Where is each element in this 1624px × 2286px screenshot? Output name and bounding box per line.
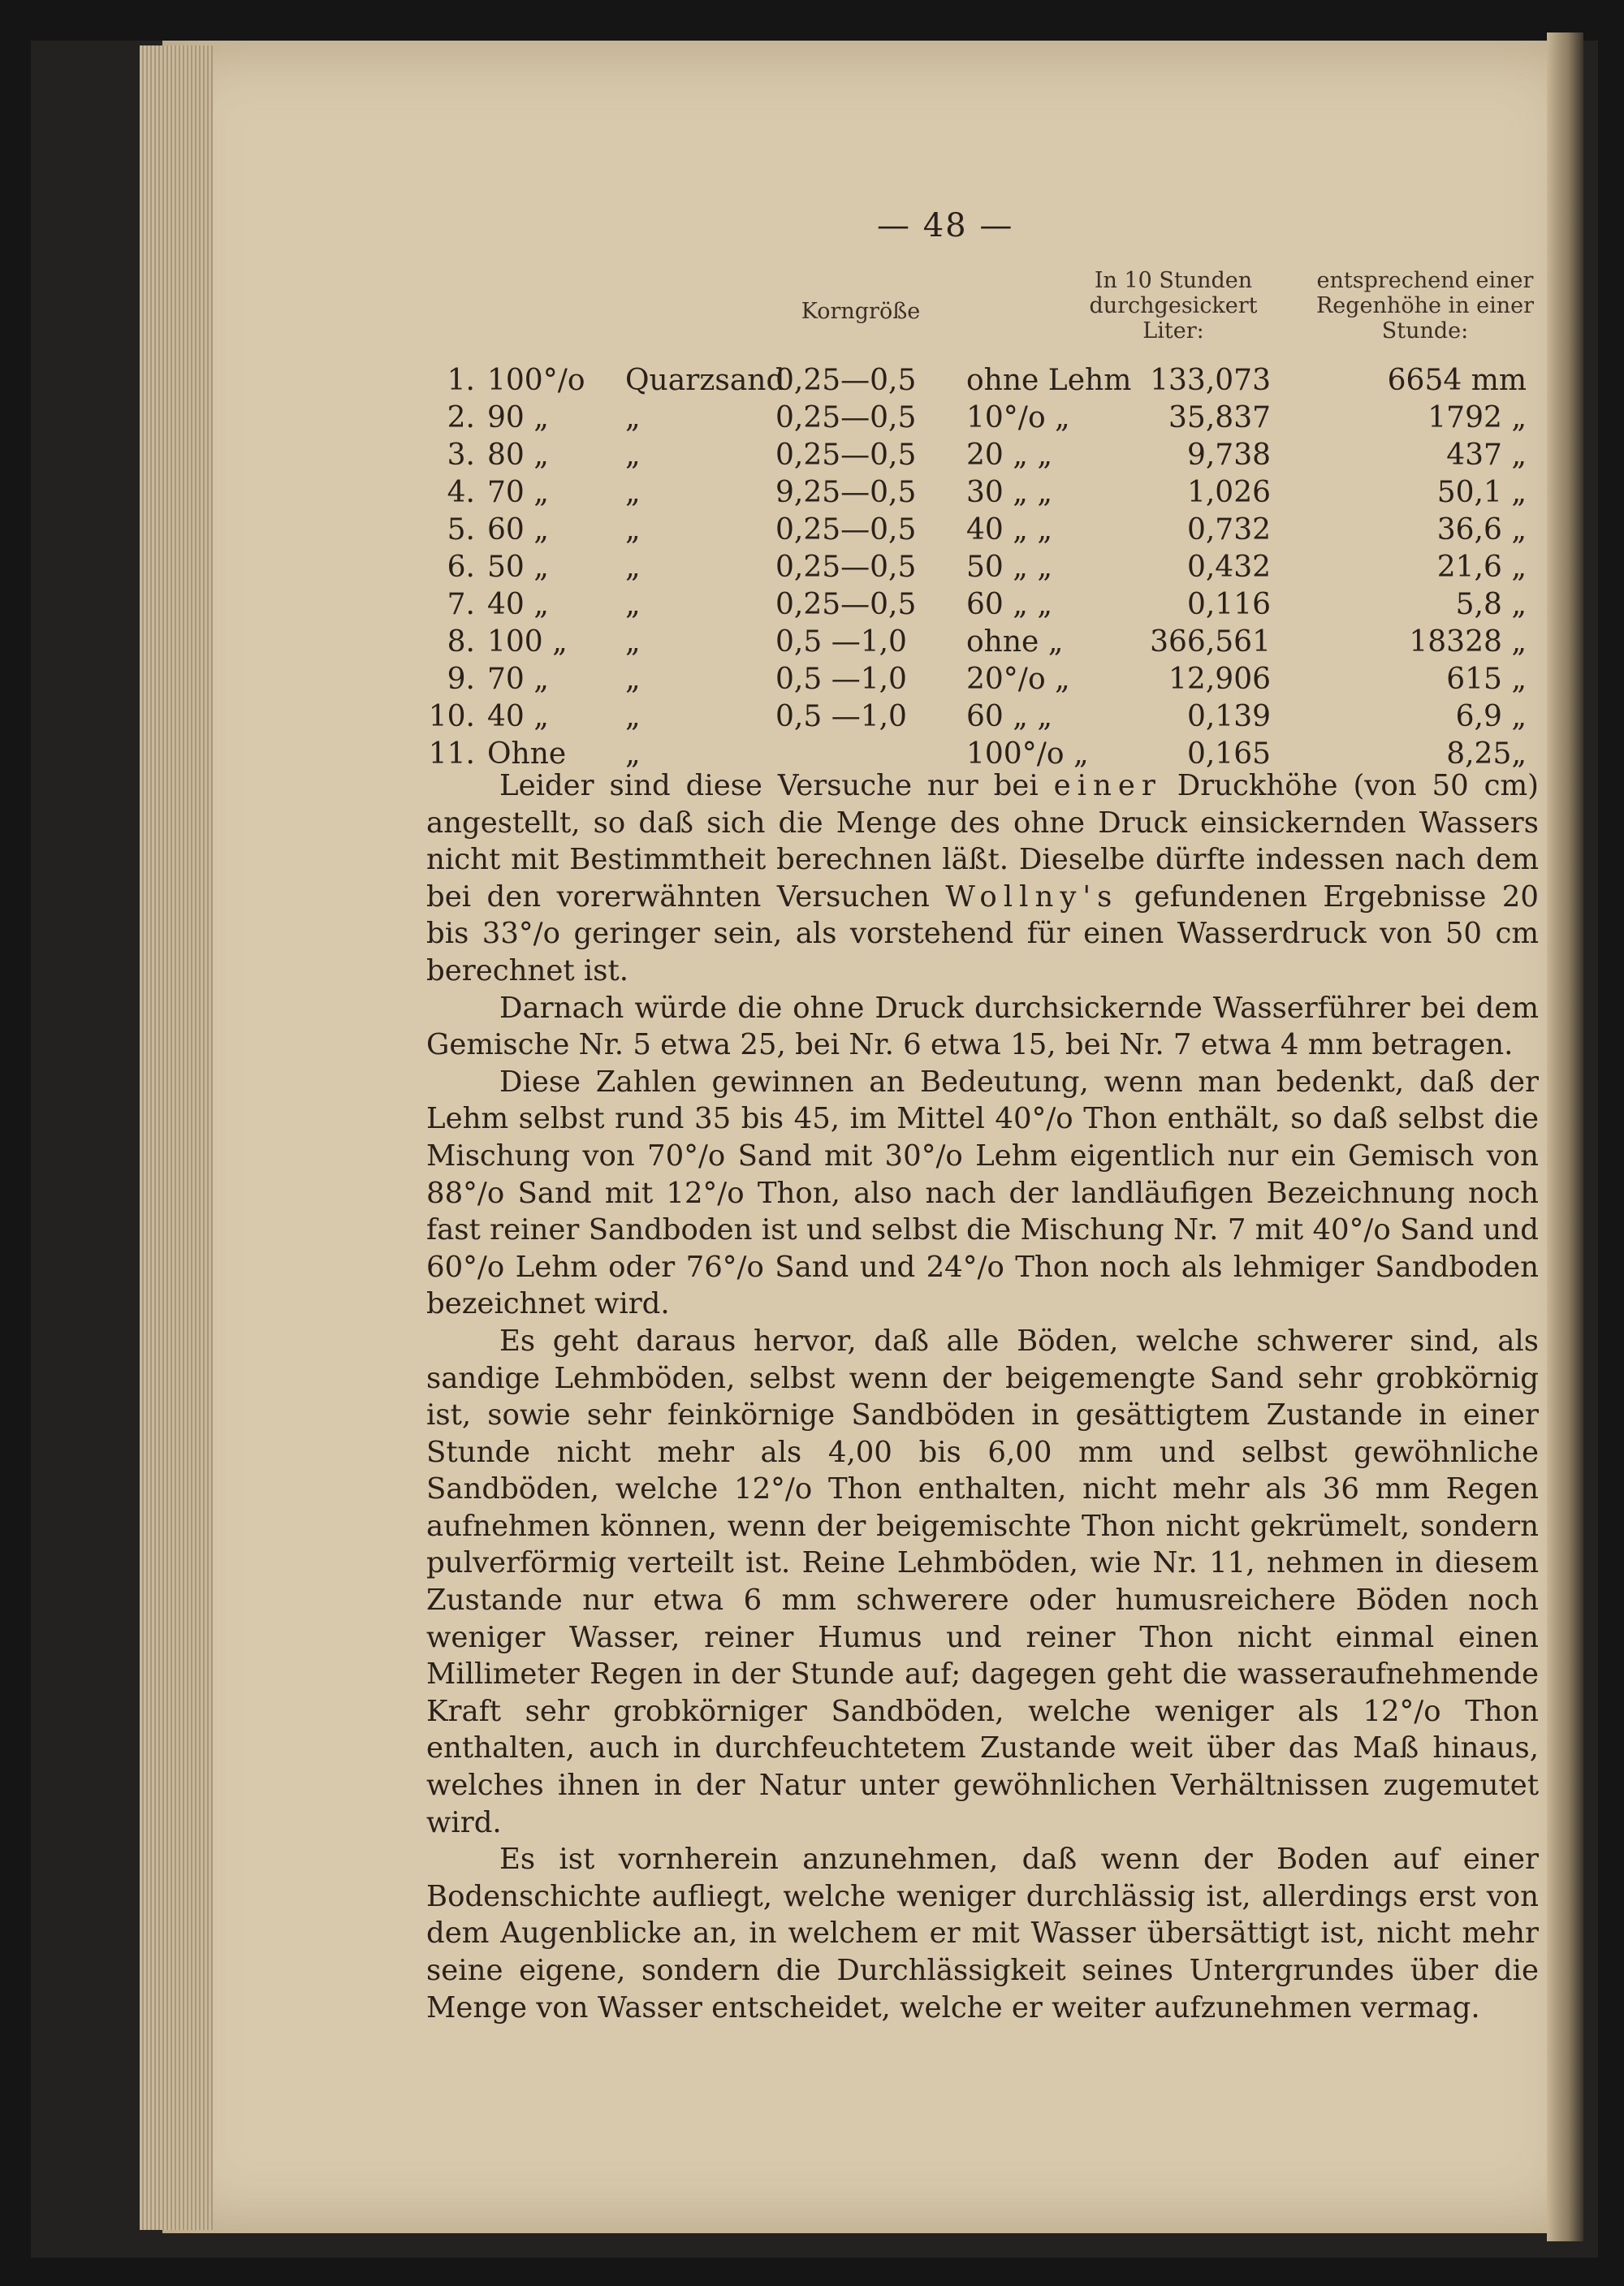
paragraph-1-text-a: Leider sind diese Versuche nur bei <box>499 769 1054 802</box>
table-row <box>426 588 1539 624</box>
cell-liter: 366,561 <box>1150 625 1271 659</box>
cell-num: 2. <box>447 401 475 434</box>
cell-lehm: 30 „ „ <box>966 476 1052 509</box>
cell-size: 0,25—0,5 <box>775 588 917 621</box>
cell-size: 0,5 —1,0 <box>775 663 907 696</box>
cell-lehm: 20°/o „ <box>966 663 1070 696</box>
paragraph-1-text-b: Druckhöhe (von 50 cm) angestellt, so daß sich die Menge des ohne Druck einsickernden Wassers nicht mit Bestimmtheit berechnen läßt. Dieselbe dürfte indessen nach dem bei den vorerwähnten Versuchen <box>426 769 1539 914</box>
cell-num: 1. <box>447 364 475 397</box>
cell-material: „ <box>625 476 641 509</box>
paragraph-1-author: Wollny's <box>945 879 1119 914</box>
table-row <box>426 551 1539 586</box>
cell-num: 10. <box>428 700 475 733</box>
paragraph-1-emphasis: einer <box>1053 769 1162 802</box>
table-row <box>426 513 1539 549</box>
cell-pct: 100 „ <box>487 625 568 659</box>
cell-mm: 437 „ <box>1446 439 1527 472</box>
cell-liter: 0,165 <box>1186 737 1271 771</box>
header-seepage: In 10 Stunden durchgesickert Liter: <box>1089 268 1258 344</box>
cell-material: „ <box>625 439 641 472</box>
paragraph-2: Darnach würde die ohne Druck durchsickernde Wasserführer bei dem Gemische Nr. 5 etwa 25, bei Nr. 6 etwa 15, bei Nr. 7 etwa 4 mm betragen. <box>426 991 1539 1062</box>
cell-size: 0,25—0,5 <box>775 513 917 547</box>
cell-liter: 1,026 <box>1186 476 1271 509</box>
cell-num: 11. <box>428 737 475 771</box>
cell-material: „ <box>625 737 641 771</box>
table-row <box>426 364 1539 400</box>
cell-lehm: 10°/o „ <box>966 401 1070 434</box>
cell-num: 9. <box>447 663 475 696</box>
cell-size: 9,25—0,5 <box>775 476 917 509</box>
cell-material: „ <box>625 513 641 547</box>
table-row <box>426 700 1539 736</box>
cell-pct: 50 „ <box>487 551 549 584</box>
cell-mm: 6654 mm <box>1387 364 1527 397</box>
cell-size: 0,25—0,5 <box>775 551 917 584</box>
cell-pct: 100°/o <box>487 364 585 397</box>
cell-lehm: 40 „ „ <box>966 513 1052 547</box>
cell-liter: 35,837 <box>1168 401 1271 434</box>
cell-material: „ <box>625 625 641 659</box>
cell-lehm: ohne Lehm <box>966 364 1132 397</box>
cell-mm: 5,8 „ <box>1455 588 1527 621</box>
paragraph-5: Es ist vornherein anzunehmen, daß wenn der Boden auf einer Bodenschichte aufliegt, welche weniger durchlässig ist, allerdings erst von dem Augenblicke an, in welchem er mit Wasser übersättigt ist, nicht mehr seine eigene, sondern die Durchlässigkeit seines Untergrundes über die Menge von Wasser entscheidet, welche er weiter aufzunehmen vermag. <box>426 1843 1539 2025</box>
cell-liter: 0,432 <box>1186 551 1271 584</box>
cell-pct: 70 „ <box>487 476 549 509</box>
cell-mm: 21,6 „ <box>1436 551 1527 584</box>
cell-material: Quarzsand <box>625 364 785 397</box>
cell-num: 3. <box>447 439 475 472</box>
cell-mm: 6,9 „ <box>1455 700 1527 733</box>
cell-num: 7. <box>447 588 475 621</box>
cell-size: 0,5 —1,0 <box>775 625 907 659</box>
paragraph-1-text-c: gefundenen Ergebnisse 20 bis 33°/o geringer sein, als vorstehend für einen Wasserdruck von 50 cm berechnet ist. <box>426 879 1539 987</box>
cell-material: „ <box>625 700 641 733</box>
paragraph-4: Es geht daraus hervor, daß alle Böden, welche schwerer sind, als sandige Lehmböden, selbst wenn der beigemengte Sand sehr grobkörnig ist, sowie sehr feinkörnige Sandböden in gesättigtem Zustande in einer Stunde nicht mehr als 4,00 bis 6,00 mm und selbst gewöhnliche Sandböden, welche 12°/o Thon enthalten, nicht mehr als 36 mm Regen aufnehmen können, wenn der beigemischte Thon nicht gekrümelt, sondern pulverförmig verteilt ist. Reine Lehmböden, wie Nr. 11, nehmen in diesem Zustande nur etwa 6 mm schwerere oder humusreichere Böden noch weniger Wasser, reiner Humus und reiner Thon nicht einmal einen Millimeter Regen in der Stunde auf; dagegen geht die wasseraufnehmende Kraft sehr grobkörniger Sandböden, welche weniger als 12°/o Thon enthalten, auch in durchfeuchtetem Zustande weit über das Maß hinaus, welches ihnen in der Natur unter gewöhnlichen Verhältnissen zugemutet wird. <box>426 1324 1539 1839</box>
cell-lehm: 100°/o „ <box>966 737 1089 771</box>
cell-size: 0,25—0,5 <box>775 439 917 472</box>
cell-lehm: 20 „ „ <box>966 439 1052 472</box>
table-row <box>426 401 1539 437</box>
cell-lehm: ohne „ <box>966 625 1064 659</box>
cell-size: 0,25—0,5 <box>775 364 917 397</box>
header-rain: entsprechend einer Regenhöhe in einer Stunde: <box>1315 268 1535 344</box>
cell-num: 6. <box>447 551 475 584</box>
cell-pct: 90 „ <box>487 401 549 434</box>
cell-material: „ <box>625 401 641 434</box>
cell-pct: 70 „ <box>487 663 549 696</box>
cell-lehm: 60 „ „ <box>966 700 1052 733</box>
cell-size: 0,25—0,5 <box>775 401 917 434</box>
book-gutter <box>1547 32 1583 2241</box>
cell-mm: 18328 „ <box>1409 625 1527 659</box>
cell-mm: 8,25„ <box>1446 737 1527 771</box>
cell-lehm: 60 „ „ <box>966 588 1052 621</box>
header-grain-size: Korngröße <box>801 299 921 324</box>
table-row <box>426 476 1539 512</box>
cell-liter: 133,073 <box>1150 364 1271 397</box>
cell-pct: 40 „ <box>487 588 549 621</box>
cell-pct: 60 „ <box>487 513 549 547</box>
cell-pct: Ohne <box>487 737 567 771</box>
cell-material: „ <box>625 551 641 584</box>
cell-num: 5. <box>447 513 475 547</box>
table-row <box>426 625 1539 661</box>
cell-mm: 615 „ <box>1446 663 1527 696</box>
paragraph-3: Diese Zahlen gewinnen an Bedeutung, wenn man bedenkt, daß der Lehm selbst rund 35 bis 45, im Mittel 40°/o Thon enthält, so daß selbst die Mischung von 70°/o Sand mit 30°/o Lehm eigentlich nur ein Gemisch von 88°/o Sand mit 12°/o Thon, also nach der landläufigen Bezeichnung noch fast reiner Sandboden ist und selbst die Mischung Nr. 7 mit 40°/o Sand und 60°/o Lehm oder 76°/o Sand und 24°/o Thon noch als lehmiger Sandboden bezeichnet wird. <box>426 1065 1539 1321</box>
cell-liter: 12,906 <box>1168 663 1271 696</box>
page-number: — 48 — <box>877 207 1014 244</box>
body-text <box>426 767 1539 2026</box>
cell-pct: 80 „ <box>487 439 549 472</box>
cell-num: 8. <box>447 625 475 659</box>
cell-liter: 0,116 <box>1186 588 1271 621</box>
cell-pct: 40 „ <box>487 700 549 733</box>
cell-lehm: 50 „ „ <box>966 551 1052 584</box>
cell-liter: 0,732 <box>1186 513 1271 547</box>
paragraph-1 <box>426 767 1539 990</box>
cell-mm: 36,6 „ <box>1436 513 1527 547</box>
cell-liter: 0,139 <box>1186 700 1271 733</box>
cell-size: 0,5 —1,0 <box>775 700 907 733</box>
cell-material: „ <box>625 663 641 696</box>
cell-material: „ <box>625 588 641 621</box>
cell-num: 4. <box>447 476 475 509</box>
cell-liter: 9,738 <box>1186 439 1271 472</box>
cell-mm: 50,1 „ <box>1436 476 1527 509</box>
page-edges <box>140 45 213 2230</box>
cell-mm: 1792 „ <box>1427 401 1527 434</box>
table-row <box>426 439 1539 474</box>
table-row <box>426 663 1539 698</box>
